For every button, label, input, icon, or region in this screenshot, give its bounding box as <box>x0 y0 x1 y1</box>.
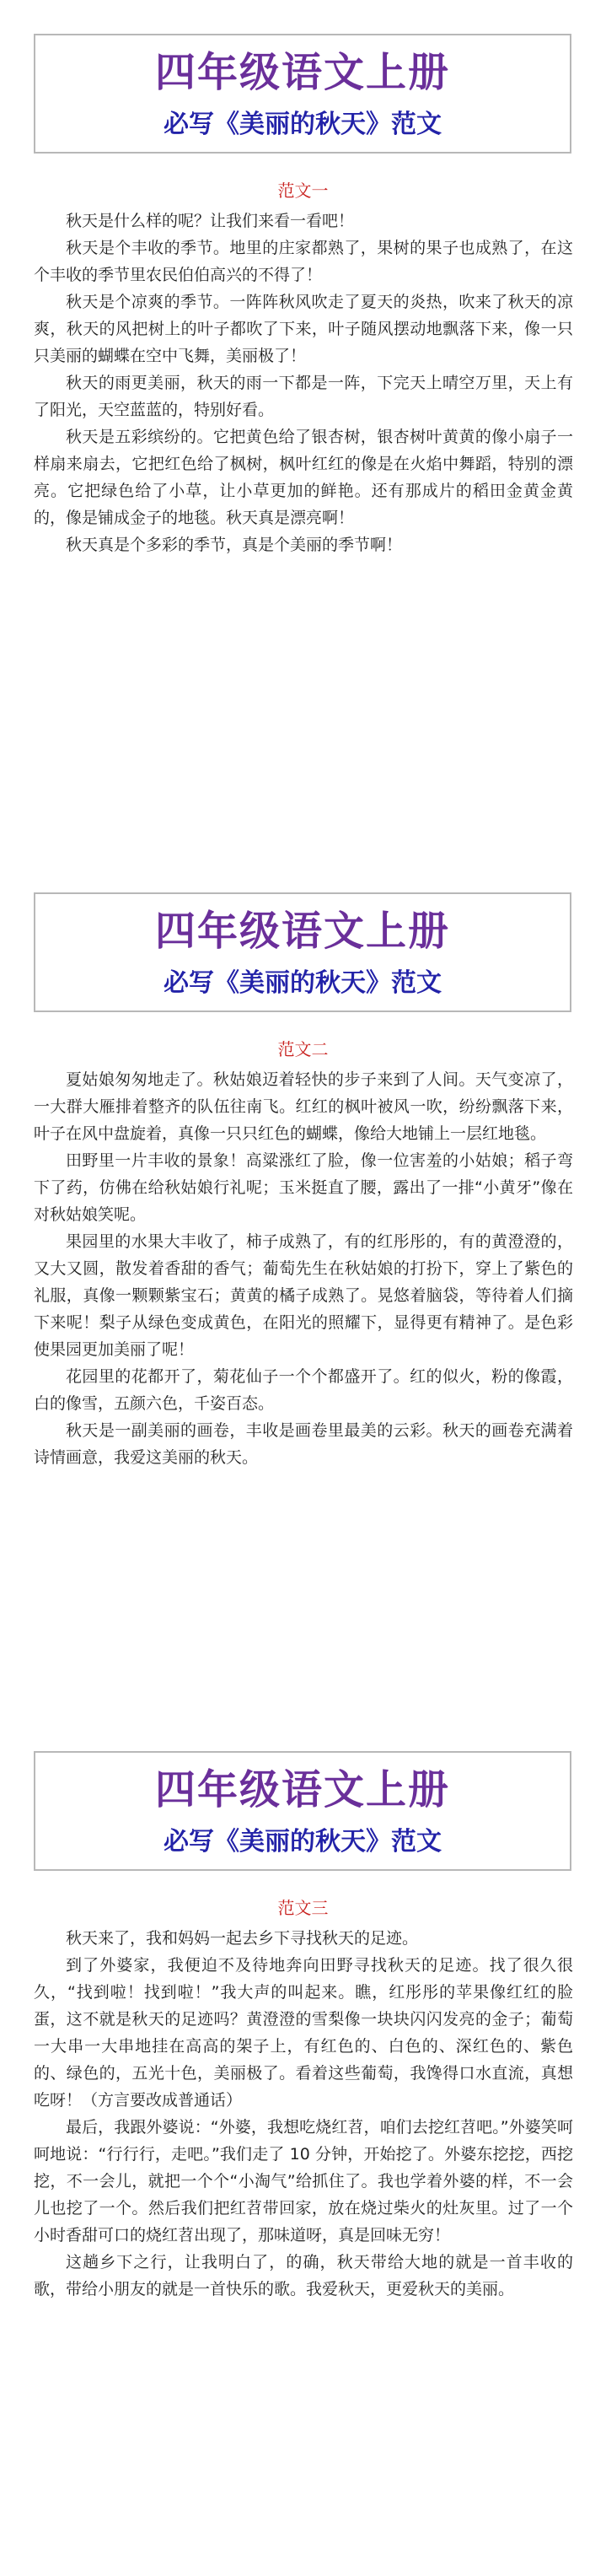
paragraph: 田野里一片丰收的景象！高粱涨红了脸，像一位害羞的小姑娘；稻子弯下了药，仿佛在给秋姑娘行礼呢；玉米挺直了腰，露出了一排“小黄牙”像在对秋姑娘笑呢。 <box>34 1151 573 1224</box>
page-subtitle: 必写《美丽的秋天》范文 <box>164 1827 442 1857</box>
paragraph: 夏姑娘匆匆地走了。秋姑娘迈着轻快的步子来到了人间。天气变凉了，一大群大雁排着整齐的队伍往南飞。红红的枫叶被风一吹，纷纷飘落下来，叶子在风中盘旋着，真像一只只红色的蝴蝶，像给大地铺上一层红地毯。 <box>34 1070 573 1143</box>
paragraph: 秋天是五彩缤纷的。它把黄色给了银杏树，银杏树叶黄黄的像小扇子一样扇来扇去，它把红色给了枫树，枫叶红红的像是在火焰中舞蹈，特别的漂亮。它把绿色给了小草，让小草更加的鲜艳。还有那成片的稻田金黄金黄的，像是铺成金子的地毯。秋天真是漂亮啊！ <box>34 428 573 527</box>
page-subtitle: 必写《美丽的秋天》范文 <box>164 968 442 998</box>
essay-body <box>34 1066 573 1471</box>
essay-body <box>34 1925 573 2303</box>
essay-section-1 <box>0 0 606 859</box>
paragraph: 秋天是个丰收的季节。地里的庄家都熟了，果树的果子也成熟了，在这个丰收的季节里农民伯伯高兴的不得了！ <box>34 239 573 284</box>
paragraph: 秋天来了，我和妈妈一起去乡下寻找秋天的足迹。 <box>66 1929 419 1948</box>
paragraph: 最后，我跟外婆说：“外婆，我想吃烧红苕，咱们去挖红苕吧。”外婆笑呵呵地说：“行行行，走吧。”我们走了 10 分钟，开始挖了。外婆东挖挖，西挖挖，不一会儿，就把一个个“小淘气”给抓住了。我也学着外婆的样，不一会儿也挖了一个。然后我们把红苕带回家，放在烧过柴火的灶灰里。过了一个小时香甜可口的烧红苕出现了，那味道呀，真是回味无穷！ <box>34 2118 573 2245</box>
page-title: 四年级语文上册 <box>154 49 450 96</box>
page-title: 四年级语文上册 <box>154 908 450 955</box>
page-title: 四年级语文上册 <box>154 1766 450 1813</box>
paragraph: 这趟乡下之行，让我明白了，的确，秋天带给大地的就是一首丰收的歌，带给小朋友的就是一首快乐的歌。我爱秋天，更爱秋天的美丽。 <box>34 2253 573 2298</box>
essay-body <box>34 207 573 558</box>
paragraph: 到了外婆家，我便迫不及待地奔向田野寻找秋天的足迹。找了很久很久，“找到啦！找到啦！”我大声的叫起来。瞧，红彤彤的苹果像红红的脸蛋，这不就是秋天的足迹吗？黄澄澄的雪梨像一块块闪闪发亮的金子；葡萄一大串一大串地挂在高高的架子上，有红色的、白色的、深红色的、紫色的、绿色的，五光十色，美丽极了。看着这些葡萄，我馋得口水直流，真想吃呀！（方言要改成普通话） <box>34 1956 573 2110</box>
essay-section-3 <box>0 1717 606 2576</box>
paragraph: 秋天是个凉爽的季节。一阵阵秋风吹走了夏天的炎热，吹来了秋天的凉爽，秋天的风把树上的叶子都吹了下来，叶子随风摆动地飘落下来，像一只只美丽的蝴蝶在空中飞舞，美丽极了！ <box>34 293 573 365</box>
title-box <box>34 892 571 1012</box>
essay-label: 范文二 <box>277 1039 329 1059</box>
paragraph: 秋天的雨更美丽，秋天的雨一下都是一阵，下完天上晴空万里，天上有了阳光，天空蓝蓝的，特别好看。 <box>34 374 573 419</box>
paragraph: 秋天真是个多彩的季节，真是个美丽的季节啊！ <box>66 536 403 554</box>
paragraph: 果园里的水果大丰收了，柿子成熟了，有的红彤彤的，有的黄澄澄的，又大又圆，散发着香甜的香气；葡萄先生在秋姑娘的打扮下，穿上了紫色的礼服，真像一颗颗紫宝石；黄黄的橘子成熟了。晃悠着脑袋，等待着人们摘下来呢！梨子从绿色变成黄色，在阳光的照耀下，显得更有精神了。是色彩使果园更加美丽了呢！ <box>34 1232 573 1359</box>
title-box <box>34 1751 571 1871</box>
essay-section-2 <box>0 859 606 1717</box>
essay-label: 范文三 <box>277 1898 329 1918</box>
page-subtitle: 必写《美丽的秋天》范文 <box>164 110 442 139</box>
essay-label: 范文一 <box>277 181 329 201</box>
paragraph: 花园里的花都开了，菊花仙子一个个都盛开了。红的似火，粉的像霞，白的像雪，五颜六色，千姿百态。 <box>34 1367 573 1413</box>
paragraph: 秋天是什么样的呢？让我们来看一看吧！ <box>66 212 355 230</box>
title-box <box>34 34 571 154</box>
paragraph: 秋天是一副美丽的画卷，丰收是画卷里最美的云彩。秋天的画卷充满着诗情画意，我爱这美丽的秋天。 <box>34 1421 573 1467</box>
